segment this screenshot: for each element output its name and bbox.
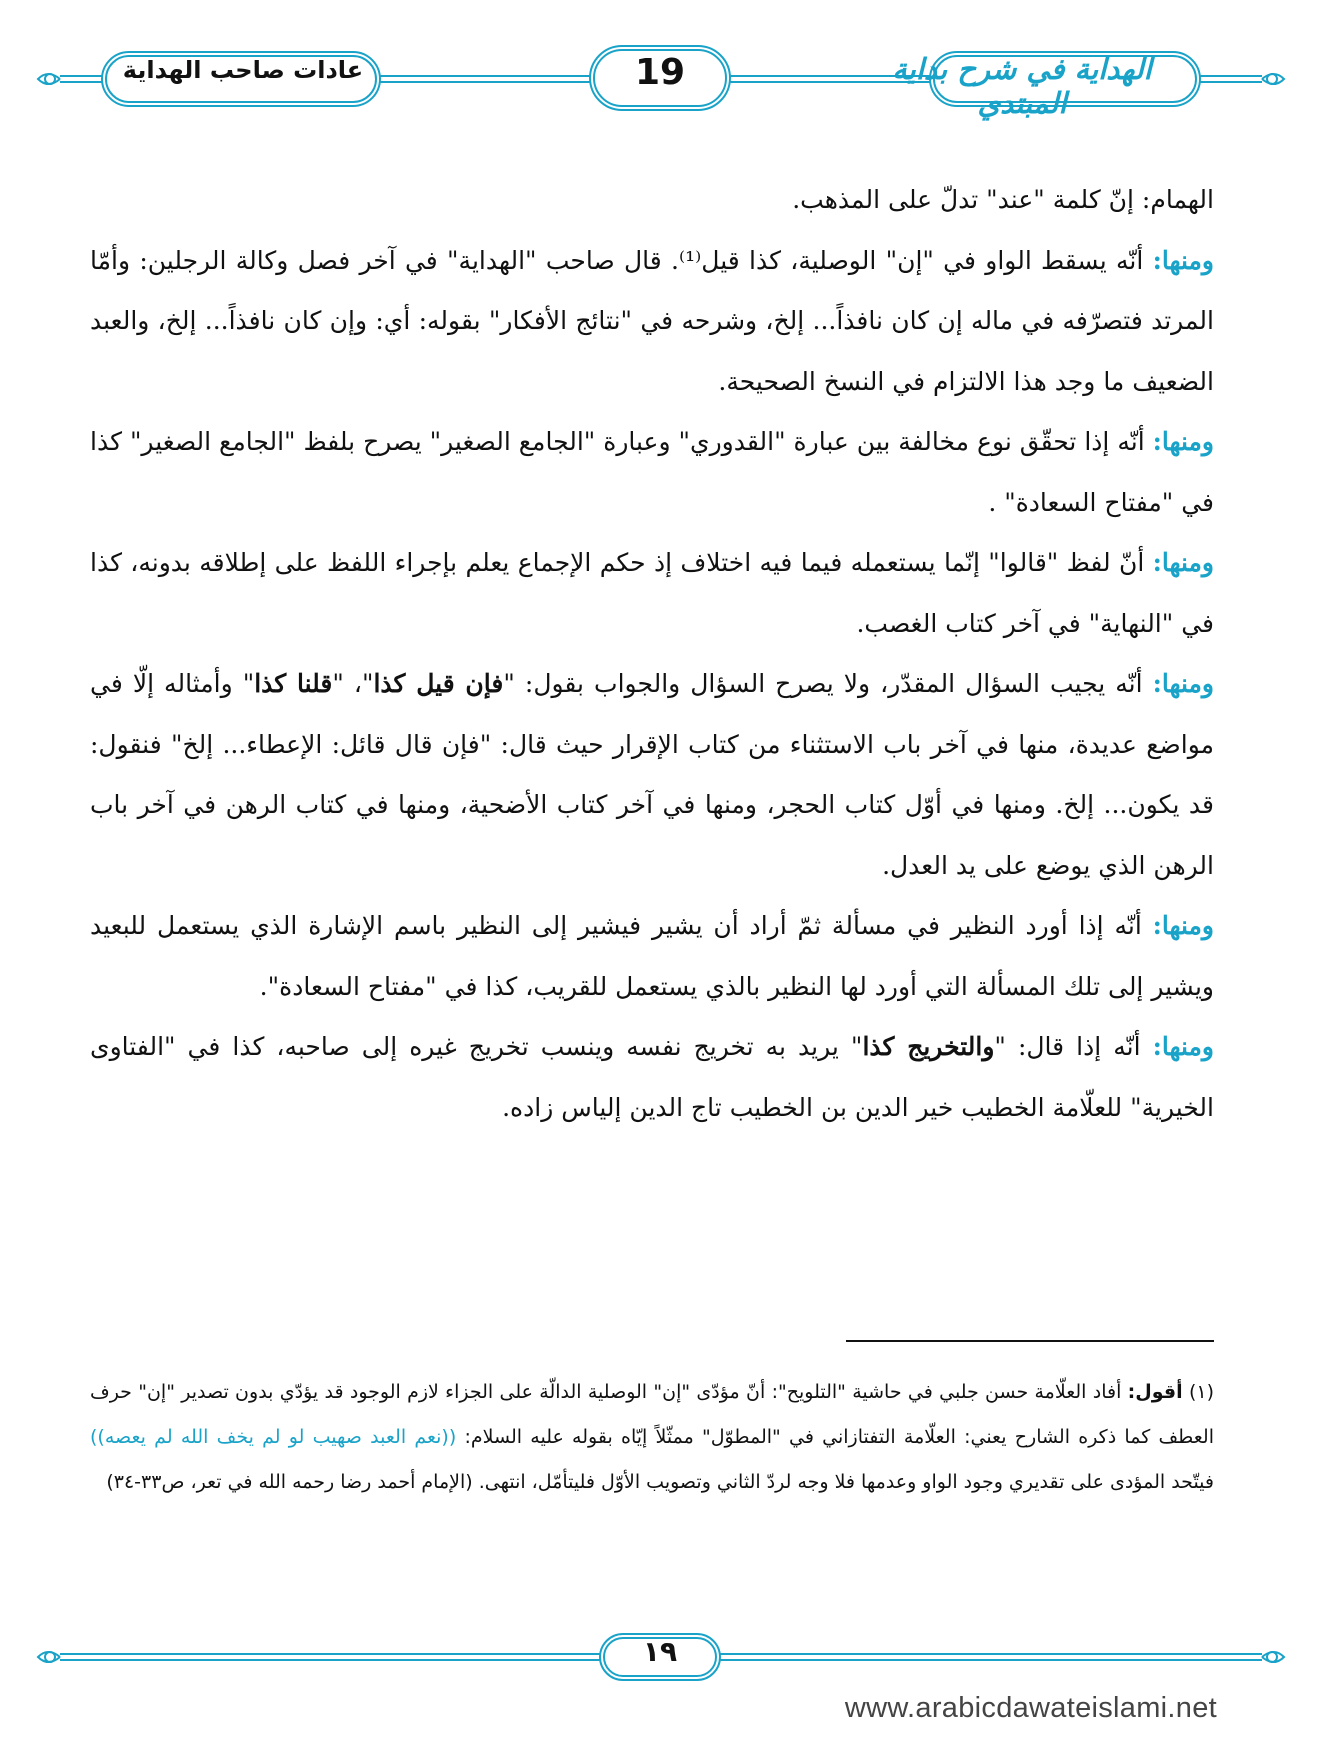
footnote-quote: ((نعم العبد صهيب لو لم يخف الله لم يعصه)) [90,1426,457,1448]
paragraph [90,412,1214,533]
bold-phrase: فإن قيل كذا [373,669,504,698]
paragraph-label: ومنها: [1152,427,1214,456]
paragraph [90,896,1214,1017]
paragraph-label: ومنها: [1152,911,1214,940]
footnote-label: أقول: [1127,1381,1183,1403]
footer-page-number: ١٩ [642,1635,678,1668]
paragraph-text: أنّه إذا أورد النظير في مسألة ثمّ أراد أن يشير فيشير إلى النظير باسم الإشارة الذي يستعمل للبعيد ويشير إلى تلك المسألة التي أورد لها النظير بالذي يستعمل للقريب، كذا في "مفتاح السعادة". [90,911,1214,1001]
paragraph-text: أنّه يسقط الواو في "إن" الوصلية، كذا قيل⁽¹⁾. قال صاحب "الهداية" في آخر فصل وكالة الرجلين: وأمّا المرتد فتصرّفه في ماله إن كان نافذاً... إلخ، وشرحه في "نتائج الأفكار" بقوله: أي: وإن كان نافذاً... إلخ، والعبد الضعيف ما وجد هذا الالتزام في النسخ الصحيحة. [90,245,1214,396]
bold-phrase: قلنا كذا [254,669,333,698]
paragraph [90,654,1214,896]
section-title: عادات صاحب الهداية [122,56,364,84]
footnote-paragraph [90,1370,1214,1505]
header-page-number: 19 [634,52,686,93]
paragraph-text: " وأمثاله إلّا في مواضع عديدة، منها في آخر باب الاستثناء من كتاب الإقرار حيث قال: "فإن قال قائل: الإعطاء... إلخ" فنقول: قد يكون... إلخ. ومنها في أوّل كتاب الحجر، ومنها في آخر كتاب الأضحية، ومنها في كتاب الرهن في آخر باب الرهن الذي يوضع على يد العدل. [90,669,1214,880]
paragraph-label: ومنها: [1152,669,1214,698]
footnote-text: فيتّحد المؤدى على تقديري وجود الواو وعدمها فلا وجه لردّ الثاني وتصويب الأوّل فليتأمّل، انتهى. (الإمام أحمد رضا رحمه الله في تعر، ص٣٣-٣٤) [106,1471,1214,1493]
footnote [90,1370,1214,1505]
paragraph-text: أنّه إذا تحقّق نوع مخالفة بين عبارة "القدوري" وعبارة "الجامع الصغير" يصرح بلفظ "الجامع الصغير" كذا في "مفتاح السعادة" . [90,427,1214,517]
paragraph [90,533,1214,654]
paragraph-label: ومنها: [1152,245,1214,275]
paragraph-text: أنّه إذا قال: " [994,1032,1153,1061]
paragraph-label: ومنها: [1152,548,1214,577]
main-text [90,170,1214,1138]
paragraph-text: " يريد به تخريج نفسه وينسب تخريج غيره إلى صاحبه، كذا في "الفتاوى الخيرية" للعلّامة الخطيب خير الدين بن الخطيب تاج الدين إلياس زاده. [90,1032,1214,1122]
paragraph-text: أنّ لفظ "قالوا" إنّما يستعمله فيما فيه اختلاف إذ حكم الإجماع يعلم بإجراء اللفظ على إطلاقه بدونه، كذا في "النهاية" في آخر كتاب الغصب. [90,548,1214,638]
paragraph-text: الهمام: إنّ كلمة "عند" تدلّ على المذهب. [792,185,1214,214]
book-title: الهداية في شرح بداية المبتدي [892,52,1152,120]
website-url[interactable]: www.arabicdawateislami.net [844,1692,1217,1724]
footnote-text: أفاد العلّامة حسن جلبي في حاشية "التلويح": أنّ مؤدّى "إن" الوصلية الدالّة على الجزاء لازم الوجود قد يؤدّي بدون تصدير "إن" حرف العطف كما ذكره الشارح يعني: العلّامة التفتازاني في "المطوّل" ممثّلاً إيّاه بقوله عليه السلام: [90,1381,1214,1448]
footnote-separator [846,1340,1214,1342]
paragraph-text: "، " [332,669,374,698]
paragraph [90,231,1214,413]
paragraph-text: أنّه يجيب السؤال المقدّر، ولا يصرح السؤال والجواب بقول: " [503,669,1153,698]
paragraph [90,1017,1214,1138]
bold-phrase: والتخريج كذا [862,1032,995,1061]
paragraph [90,170,1214,231]
footnote-number: (١) [1188,1381,1214,1403]
paragraph-label: ومنها: [1152,1032,1214,1061]
